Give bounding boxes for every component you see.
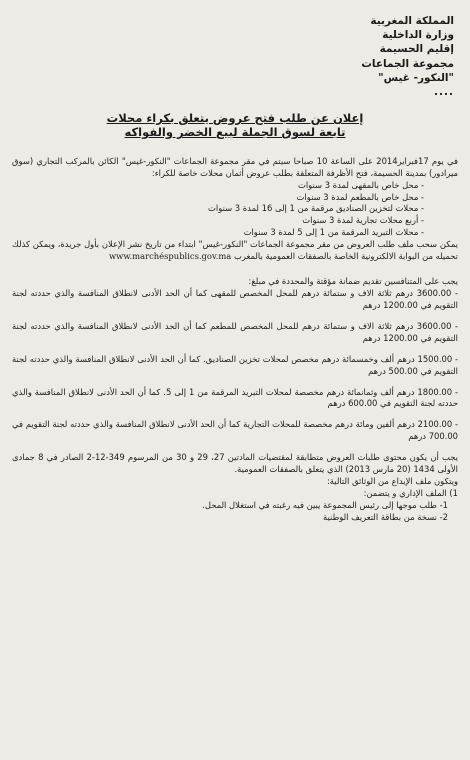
issuer-header xyxy=(12,14,458,99)
availability-text: يمكن سحب ملف طلب العروض من مقر مجموعة الجماعات "النكور-غيس" ابتداء من تاريخ نشر الإعلان بأول جريدة، ويمكن كذلك تحميله من البوابة الالكترونية الخاصة بالصفقات العمومية بالمغرب xyxy=(12,239,458,262)
header-kingdom: المملكة المغربية xyxy=(370,15,454,27)
premises-item: - أربع محلات تجارية لمدة 3 سنوات xyxy=(302,215,424,226)
file-intro: ويتكون ملف الإيداع من الوثائق التالية: xyxy=(326,476,458,487)
premises-item: - محلات التبريد المرقمة من 1 إلى 5 لمدة 3 سنوات xyxy=(243,227,424,238)
document-item: 1- طلب موجها إلى رئيس المجموعة يبين فيه رغبته في استغلال المحل. xyxy=(202,499,448,510)
premises-item: - محل خاص بالمطعم لمدة 3 سنوات xyxy=(296,191,424,202)
document-item: 2- نسخة من بطاقة التعريف الوطنية xyxy=(323,511,448,522)
admin-file-heading: 1) الملف الإداري و يتضمن: xyxy=(363,487,458,498)
guarantee-item: - 2100.00 درهم ألفين ومائة درهم مخصصة للمحلات التجارية كما أن الحد الأدنى لانطلاق المنافسة والذي حددته لجنة التقويم في 700.00 درهم xyxy=(12,419,458,442)
guarantee-item: - 3600.00 درهم ثلاثة الاف و ستمائة درهم للمحل المخصص للمقهى كما أن الحد الأدنى لانطلاق المنافسة والذي حددته لجنة التقويم في 1200.00 درهم xyxy=(12,288,459,310)
guarantee-item: - 1800.00 درهم ألف وثمانمائة درهم مخصصة لمحلات التبريد المرقمة من 1 إلى 5. كما أن الحد الأدنى لانطلاق المنافسة والذي حددته لجنة التقويم في 600.00 درهم xyxy=(12,386,459,409)
guarantee-item: - 1500.00 درهم ألف وخمسمائة درهم مخصص لمحلات تخزين الصناديق. كما أن الحد الأدنى لانطلاق المنافسة والذي حددته لجنة التقويم في 500.00 درهم xyxy=(12,353,458,376)
header-group-name: "النكور- غيس" xyxy=(378,71,454,84)
intro-paragraph: في يوم 17فبراير2014 على الساعة 10 صباحا سيتم في مقر مجموعة الجماعات "النكور-غيس" الكائن بالمركب التجاري (سوق ميرادور) بمدينة الحسيمة، فتح الأظرفة المتعلقة بطلب عروض أثمان محلات خاصة للكراء: xyxy=(12,155,458,178)
premises-list xyxy=(12,180,424,240)
announcement-title xyxy=(12,111,458,140)
header-group: مجموعة الجماعات xyxy=(361,57,454,70)
guarantee-intro: يجب على المتنافسين تقديم ضمانة مؤقتة والمحددة في مبلغ: xyxy=(248,276,458,287)
title-line-2: تابعة لسوق الجملة لبيع الخضر والفواكه xyxy=(124,125,346,140)
premises-item: - محلات لتخزين الصناديق مرقمة من 1 إلى 16 لمدة 3 سنوات xyxy=(208,203,424,214)
header-province: إقليم الحسيمة xyxy=(379,43,454,56)
content-requirement: يجب أن يكون محتوى طلبات العروض متطابقة لمقتضيات المادتين 27، 29 و 30 من المرسوم 349-12-2 الصادر في 8 جمادى الأولى 1434 (20 مارس 2013) الذي يتعلق بالصفقات العمومية. xyxy=(12,452,459,475)
header-ministry: وزارة الداخلية xyxy=(382,29,454,42)
guarantee-item: - 3600.00 درهم ثلاثة الاف و ستمائة درهم للمحل المخصص للمطعم كما أن الحد الأدنى لانطلاق المنافسة والذي حددته لجنة التقويم في 1200.00 درهم xyxy=(12,320,459,343)
required-documents xyxy=(12,500,448,524)
portal-link[interactable]: www.marchéspublics.gov.ma xyxy=(108,251,232,262)
header-dots: .... xyxy=(434,85,454,98)
title-line-1: إعلان عن طلب فتح عروض يتعلق بكراء محلات xyxy=(106,111,364,126)
availability-paragraph xyxy=(12,239,458,263)
premises-item: - محل خاص بالمقهى لمدة 3 سنوات xyxy=(297,179,424,190)
